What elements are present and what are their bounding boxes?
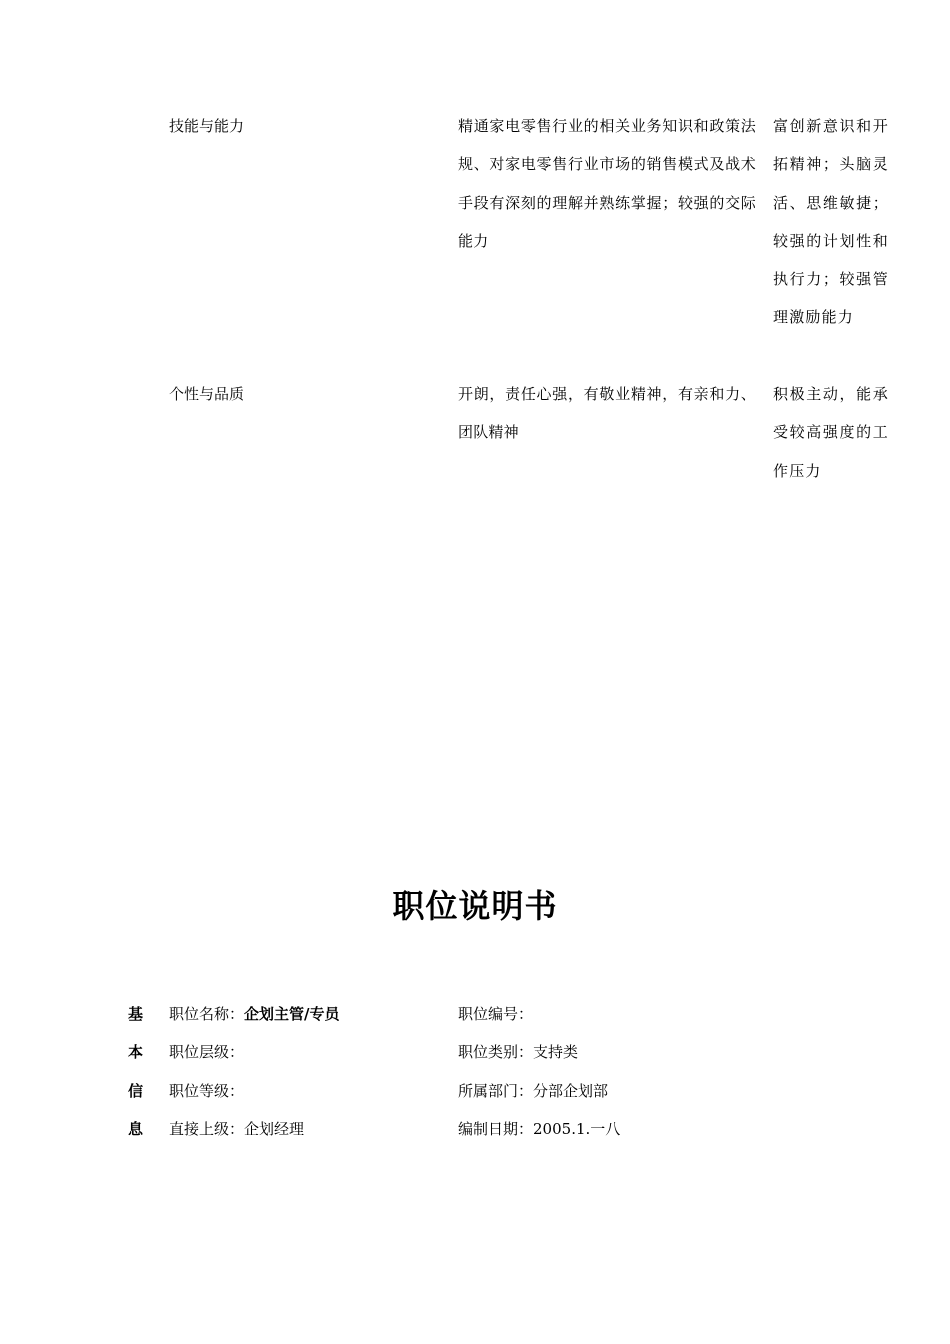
skills-label: 技能与能力 xyxy=(169,117,245,135)
personality-preferred-requirement: 积极主动，能承受较高强度的工作压力 xyxy=(773,385,889,480)
compile-date-value: 2005.1.一八 xyxy=(533,1120,621,1138)
document-title: 职位说明书 xyxy=(392,887,558,925)
position-name-label: 职位名称： xyxy=(169,1005,245,1023)
department-field xyxy=(458,1072,608,1110)
side-char: 信 xyxy=(128,1081,144,1100)
supervisor-label: 直接上级： xyxy=(169,1120,245,1138)
supervisor-field xyxy=(169,1110,304,1148)
position-category-value: 支持类 xyxy=(533,1043,579,1061)
side-char: 基 xyxy=(128,1005,144,1023)
side-char: 本 xyxy=(128,1043,144,1062)
personality-label: 个性与品质 xyxy=(169,385,245,403)
side-char: 息 xyxy=(128,1119,144,1138)
position-level-field xyxy=(169,1033,244,1071)
position-name-field xyxy=(169,995,340,1033)
position-grade-field xyxy=(169,1072,244,1110)
department-value: 分部企划部 xyxy=(533,1082,609,1100)
position-name-value: 企划主管/专员 xyxy=(244,1005,340,1023)
department-label: 所属部门： xyxy=(458,1082,534,1100)
position-code-label: 职位编号： xyxy=(458,1005,534,1023)
compile-date-field xyxy=(458,1110,620,1148)
position-category-field xyxy=(458,1033,578,1071)
compile-date-label: 编制日期： xyxy=(458,1120,534,1138)
supervisor-value: 企划经理 xyxy=(244,1120,305,1138)
basic-info-side-label xyxy=(128,995,150,1148)
position-category-label: 职位类别： xyxy=(458,1043,534,1061)
position-grade-label: 职位等级： xyxy=(169,1082,245,1100)
personality-basic-requirement: 开朗，责任心强，有敬业精神，有亲和力、团队精神 xyxy=(458,385,756,442)
position-code-field xyxy=(458,995,533,1033)
skills-basic-requirement: 精通家电零售行业的相关业务知识和政策法规、对家电零售行业市场的销售模式及战术手段有深刻的理解并熟练掌握；较强的交际能力 xyxy=(458,117,756,250)
skills-preferred-requirement: 富创新意识和开拓精神；头脑灵活、思维敏捷；较强的计划性和执行力；较强管理激励能力 xyxy=(773,117,889,327)
position-level-label: 职位层级： xyxy=(169,1043,245,1061)
